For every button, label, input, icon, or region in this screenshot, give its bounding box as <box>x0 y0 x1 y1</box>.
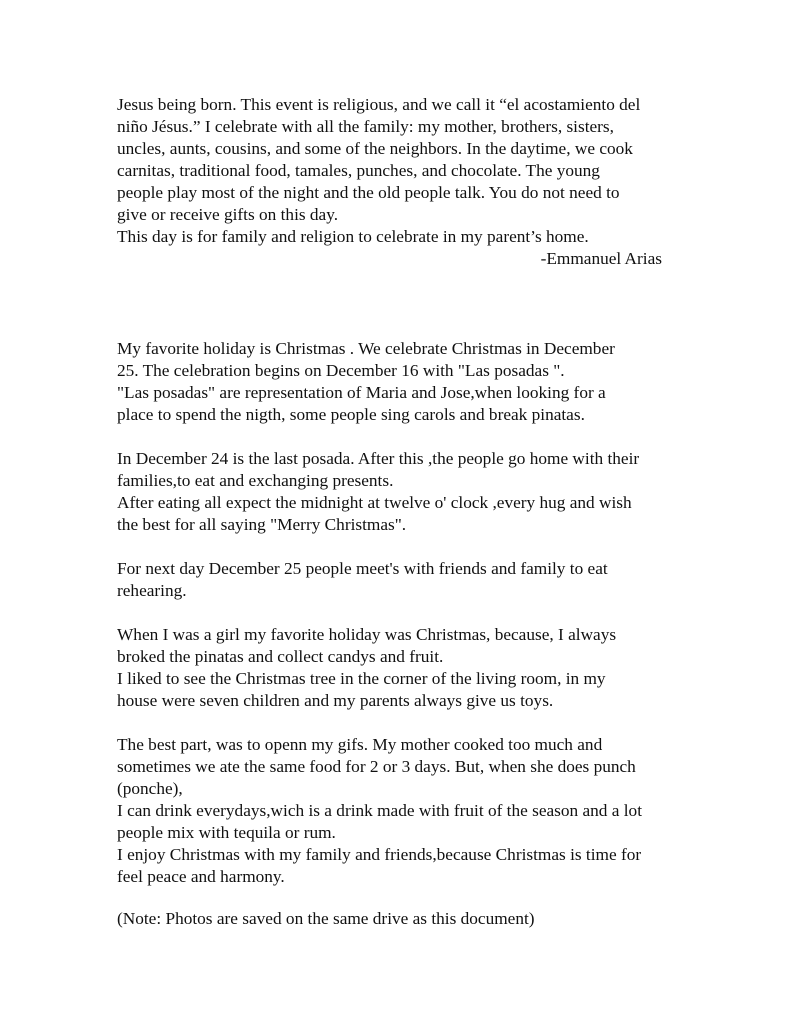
christmas-paragraph-1: My favorite holiday is Christmas . We celebrate Christmas in December 25. The celebration begins on December 16 with "Las posadas ". "Las posadas" are representation of Maria and Jose,when looking for a place to spend the nigth, some people sing carols and break pinatas. <box>117 339 615 424</box>
document-note: (Note: Photos are saved on the same drive as this document) <box>117 909 535 928</box>
section1-signature: -Emmanuel Arias <box>540 249 662 268</box>
section1-paragraph: Jesus being born. This event is religious, and we call it “el acostamiento del niño Jésus.” I celebrate with all the family: my mother, brothers, sisters, uncles, aunts, cousins, and some of the neighbors. In the daytime, we cook carnitas, traditional food, tamales, punches, and chocolate. The young people play most of the night and the old people talk. You do not need to give or receive gifts on this day. This day is for family and religion to celebrate in my parent’s home. <box>117 95 641 246</box>
christmas-paragraph-4: When I was a girl my favorite holiday was Christmas, because, I always broked the pinatas and collect candys and fruit. I liked to see the Christmas tree in the corner of the living room, in my house were seven children and my parents always give us toys. <box>117 625 617 710</box>
christmas-paragraph-2: In December 24 is the last posada. After this ,the people go home with their families,to eat and exchanging presents. After eating all expect the midnight at twelve o' clock ,every hug and wish the best for all saying "Merry Christmas". <box>117 449 640 534</box>
christmas-paragraph-3: For next day December 25 people meet's with friends and family to eat rehearing. <box>117 559 608 600</box>
christmas-paragraph-5: The best part, was to openn my gifs. My mother cooked too much and sometimes we ate the same food for 2 or 3 days. But, when she does punch (ponche), I can drink everydays,wich is a drink made with fruit of the season and a lot people mix with tequila or rum. I enjoy Christmas with my family and friends,because Christmas is time for feel peace and harmony. <box>117 735 643 886</box>
